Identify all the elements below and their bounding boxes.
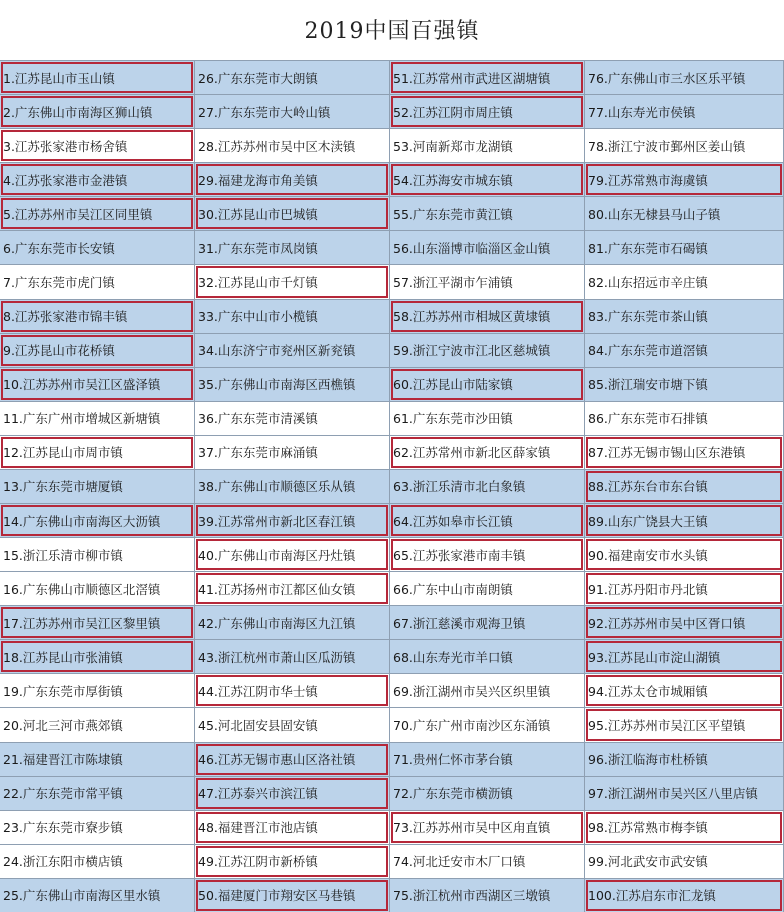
town-cell: 71.贵州仁怀市茅台镇 [390, 743, 585, 777]
town-cell: 24.浙江东阳市横店镇 [0, 845, 195, 879]
town-cell: 39.江苏常州市新北区春江镇 [195, 504, 390, 538]
town-cell: 36.广东东莞市清溪镇 [195, 402, 390, 436]
town-cell: 15.浙江乐清市柳市镇 [0, 538, 195, 572]
town-cell: 69.浙江湖州市吴兴区织里镇 [390, 674, 585, 708]
town-cell: 20.河北三河市燕郊镇 [0, 708, 195, 742]
town-cell: 49.江苏江阴市新桥镇 [195, 845, 390, 879]
town-cell: 50.福建厦门市翔安区马巷镇 [195, 879, 390, 912]
town-cell: 61.广东东莞市沙田镇 [390, 402, 585, 436]
town-cell: 19.广东东莞市厚街镇 [0, 674, 195, 708]
town-cell: 33.广东中山市小榄镇 [195, 300, 390, 334]
town-cell: 43.浙江杭州市萧山区瓜沥镇 [195, 640, 390, 674]
town-cell: 38.广东佛山市顺德区乐从镇 [195, 470, 390, 504]
town-cell: 25.广东佛山市南海区里水镇 [0, 879, 195, 912]
town-cell: 58.江苏苏州市相城区黄埭镇 [390, 300, 585, 334]
town-cell: 48.福建晋江市池店镇 [195, 811, 390, 845]
town-cell: 62.江苏常州市新北区薛家镇 [390, 436, 585, 470]
town-cell: 29.福建龙海市角美镇 [195, 163, 390, 197]
town-cell: 21.福建晋江市陈埭镇 [0, 743, 195, 777]
town-cell: 28.江苏苏州市吴中区木渎镇 [195, 129, 390, 163]
town-cell: 26.广东东莞市大朗镇 [195, 61, 390, 95]
town-cell: 90.福建南安市水头镇 [585, 538, 784, 572]
town-cell: 8.江苏张家港市锦丰镇 [0, 300, 195, 334]
town-cell: 45.河北固安县固安镇 [195, 708, 390, 742]
town-cell: 86.广东东莞市石排镇 [585, 402, 784, 436]
town-cell: 74.河北迁安市木厂口镇 [390, 845, 585, 879]
town-cell: 37.广东东莞市麻涌镇 [195, 436, 390, 470]
town-cell: 2.广东佛山市南海区狮山镇 [0, 95, 195, 129]
town-cell: 17.江苏苏州市吴江区黎里镇 [0, 606, 195, 640]
town-cell: 6.广东东莞市长安镇 [0, 231, 195, 265]
town-cell: 54.江苏海安市城东镇 [390, 163, 585, 197]
town-cell: 3.江苏张家港市杨舍镇 [0, 129, 195, 163]
town-cell: 68.山东寿光市羊口镇 [390, 640, 585, 674]
town-cell: 41.江苏扬州市江都区仙女镇 [195, 572, 390, 606]
town-cell: 16.广东佛山市顺德区北滘镇 [0, 572, 195, 606]
town-cell: 88.江苏东台市东台镇 [585, 470, 784, 504]
town-cell: 79.江苏常熟市海虞镇 [585, 163, 784, 197]
town-cell: 73.江苏苏州市吴中区甪直镇 [390, 811, 585, 845]
town-cell: 23.广东东莞市寮步镇 [0, 811, 195, 845]
town-cell: 84.广东东莞市道滘镇 [585, 334, 784, 368]
town-cell: 85.浙江瑞安市塘下镇 [585, 368, 784, 402]
town-cell: 99.河北武安市武安镇 [585, 845, 784, 879]
town-cell: 67.浙江慈溪市观海卫镇 [390, 606, 585, 640]
town-cell: 59.浙江宁波市江北区慈城镇 [390, 334, 585, 368]
town-cell: 93.江苏昆山市淀山湖镇 [585, 640, 784, 674]
town-cell: 80.山东无棣县马山子镇 [585, 197, 784, 231]
town-cell: 70.广东广州市南沙区东涌镇 [390, 708, 585, 742]
town-cell: 30.江苏昆山市巴城镇 [195, 197, 390, 231]
town-cell: 13.广东东莞市塘厦镇 [0, 470, 195, 504]
town-cell: 53.河南新郑市龙湖镇 [390, 129, 585, 163]
town-cell: 5.江苏苏州市吴江区同里镇 [0, 197, 195, 231]
town-cell: 77.山东寿光市侯镇 [585, 95, 784, 129]
town-cell: 10.江苏苏州市吴江区盛泽镇 [0, 368, 195, 402]
page-title: 2019中国百强镇 [304, 19, 480, 44]
town-cell: 27.广东东莞市大岭山镇 [195, 95, 390, 129]
town-cell: 87.江苏无锡市锡山区东港镇 [585, 436, 784, 470]
town-ranking-table [0, 60, 784, 912]
town-cell: 11.广东广州市增城区新塘镇 [0, 402, 195, 436]
town-cell: 64.江苏如皋市长江镇 [390, 504, 585, 538]
town-cell: 100.江苏启东市汇龙镇 [585, 879, 784, 912]
town-cell: 60.江苏昆山市陆家镇 [390, 368, 585, 402]
town-cell: 72.广东东莞市横沥镇 [390, 777, 585, 811]
town-cell: 57.浙江平湖市乍浦镇 [390, 265, 585, 299]
town-cell: 92.江苏苏州市吴中区胥口镇 [585, 606, 784, 640]
town-cell: 34.山东济宁市兖州区新兖镇 [195, 334, 390, 368]
town-cell: 9.江苏昆山市花桥镇 [0, 334, 195, 368]
town-cell: 18.江苏昆山市张浦镇 [0, 640, 195, 674]
town-cell: 4.江苏张家港市金港镇 [0, 163, 195, 197]
town-cell: 78.浙江宁波市鄞州区姜山镇 [585, 129, 784, 163]
town-cell: 51.江苏常州市武进区湖塘镇 [390, 61, 585, 95]
town-cell: 14.广东佛山市南海区大沥镇 [0, 504, 195, 538]
town-cell: 83.广东东莞市茶山镇 [585, 300, 784, 334]
town-cell: 97.浙江湖州市吴兴区八里店镇 [585, 777, 784, 811]
town-cell: 66.广东中山市南朗镇 [390, 572, 585, 606]
town-cell: 89.山东广饶县大王镇 [585, 504, 784, 538]
town-cell: 96.浙江临海市杜桥镇 [585, 743, 784, 777]
town-cell: 52.江苏江阴市周庄镇 [390, 95, 585, 129]
town-cell: 46.江苏无锡市惠山区洛社镇 [195, 743, 390, 777]
town-cell: 98.江苏常熟市梅李镇 [585, 811, 784, 845]
town-cell: 7.广东东莞市虎门镇 [0, 265, 195, 299]
town-cell: 35.广东佛山市南海区西樵镇 [195, 368, 390, 402]
town-cell: 82.山东招远市辛庄镇 [585, 265, 784, 299]
town-cell: 47.江苏泰兴市滨江镇 [195, 777, 390, 811]
town-cell: 94.江苏太仓市城厢镇 [585, 674, 784, 708]
town-cell: 42.广东佛山市南海区九江镇 [195, 606, 390, 640]
town-cell: 75.浙江杭州市西湖区三墩镇 [390, 879, 585, 912]
town-cell: 76.广东佛山市三水区乐平镇 [585, 61, 784, 95]
town-cell: 32.江苏昆山市千灯镇 [195, 265, 390, 299]
town-cell: 95.江苏苏州市吴江区平望镇 [585, 708, 784, 742]
town-cell: 55.广东东莞市黄江镇 [390, 197, 585, 231]
town-cell: 65.江苏张家港市南丰镇 [390, 538, 585, 572]
town-cell: 22.广东东莞市常平镇 [0, 777, 195, 811]
town-cell: 44.江苏江阴市华士镇 [195, 674, 390, 708]
town-cell: 40.广东佛山市南海区丹灶镇 [195, 538, 390, 572]
town-cell: 91.江苏丹阳市丹北镇 [585, 572, 784, 606]
town-cell: 63.浙江乐清市北白象镇 [390, 470, 585, 504]
town-cell: 81.广东东莞市石碣镇 [585, 231, 784, 265]
town-cell: 56.山东淄博市临淄区金山镇 [390, 231, 585, 265]
town-cell: 31.广东东莞市凤岗镇 [195, 231, 390, 265]
town-cell: 12.江苏昆山市周市镇 [0, 436, 195, 470]
town-cell: 1.江苏昆山市玉山镇 [0, 61, 195, 95]
